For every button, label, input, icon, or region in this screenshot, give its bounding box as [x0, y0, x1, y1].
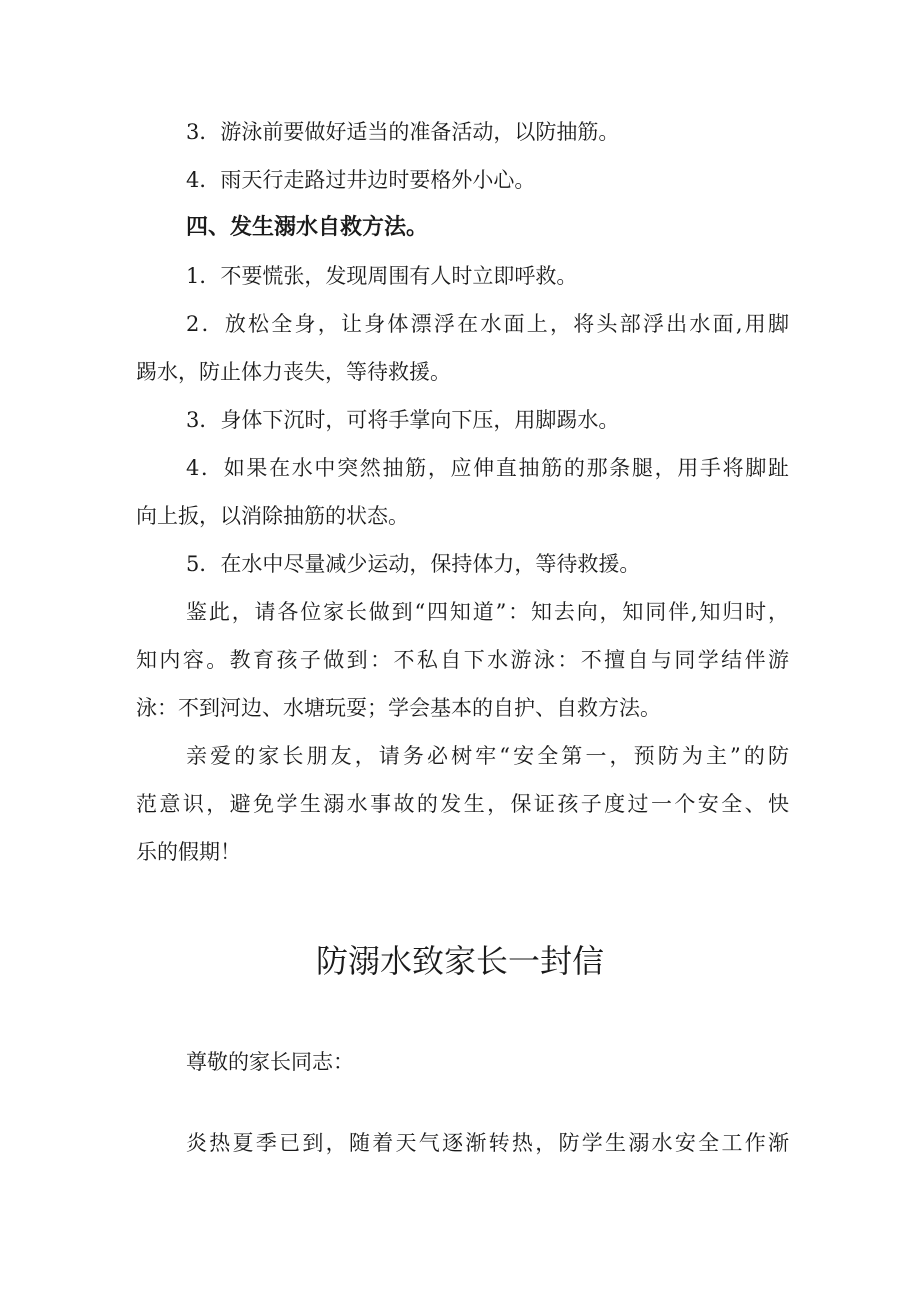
self-rescue-item-5: 5．在水中尽量减少运动，保持体力，等待救援。: [186, 552, 641, 576]
self-rescue-item-1: 1．不要慌张，发现周围有人时立即呼救。: [186, 264, 578, 288]
section-heading-self-rescue: 四、发生溺水自救方法。: [186, 215, 429, 240]
summary-line-2: 知内容。教育孩子做到：不私自下水游泳：不擅自与同学结伴游: [136, 648, 789, 672]
self-rescue-item-4-line-2: 向上扳，以消除抽筋的状态。: [136, 504, 409, 528]
summary-line-3: 泳：不到河边、水塘玩耍；学会基本的自护、自救方法。: [136, 696, 661, 720]
self-rescue-item-2-line-2: 踢水，防止体力丧失，等待救援。: [136, 360, 451, 384]
safety-item-3: 3．游泳前要做好适当的准备活动，以防抽筋。: [186, 120, 620, 144]
self-rescue-item-2-line-1: 2．放松全身，让身体漂浮在水面上，将头部浮出水面,用脚: [186, 312, 789, 336]
letter-body-line-1: 炎热夏季已到，随着天气逐渐转热，防学生溺水安全工作渐: [186, 1131, 789, 1155]
summary-line-1: 鉴此，请各位家长做到“四知道”：知去向，知同伴,知归时，: [186, 600, 789, 624]
letter-title: 防溺水致家长一封信: [315, 942, 604, 980]
closing-line-2: 范意识，避免学生溺水事故的发生，保证孩子度过一个安全、快: [136, 792, 789, 816]
self-rescue-item-3: 3．身体下沉时，可将手掌向下压，用脚踢水。: [186, 408, 620, 432]
safety-item-4: 4．雨天行走路过井边时要格外小心。: [186, 168, 536, 192]
self-rescue-item-4-line-1: 4．如果在水中突然抽筋，应伸直抽筋的那条腿，用手将脚趾: [186, 456, 789, 480]
closing-line-3: 乐的假期！: [136, 840, 241, 864]
closing-line-1: 亲爱的家长朋友，请务必树牢“安全第一，预防为主”的防: [186, 744, 789, 768]
letter-salutation: 尊敬的家长同志：: [186, 1050, 354, 1074]
